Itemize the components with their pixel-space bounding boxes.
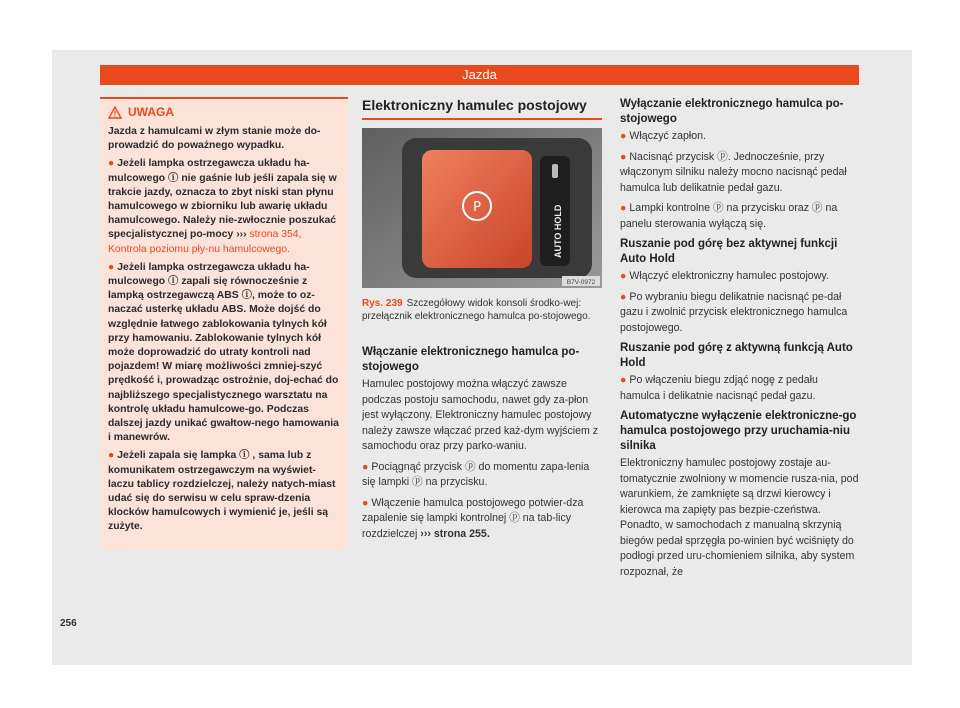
subheading: Wyłączanie elektronicznego hamulca po-stojowego bbox=[620, 98, 844, 125]
bullet-item: ● Nacisnąć przycisk ⓟ. Jednocześnie, przy włączonym silniku należy mocno nacisnąć pedał hamulca lub delikatnie pedał gazu. bbox=[620, 150, 847, 194]
bullet-item: ● Włączyć elektroniczny hamulec postojowy. bbox=[620, 270, 829, 282]
bullet: ● bbox=[620, 202, 627, 214]
bullet: ● bbox=[108, 261, 115, 273]
page-reference-link[interactable]: ››› strona 255. bbox=[420, 527, 490, 540]
bullet: ● bbox=[362, 496, 369, 509]
warning-item: ● Jeżeli lampka ostrzegawcza układu ha-mulcowego ⓘ zapali się równocześnie z lampką ostrzegawczą ABS ⓘ, może to oz-naczać usterkę układu ABS. Może dojść do względnie łatwego zablokowania tylnych kół przy hamowaniu. Zablokowanie tylnych kół może doprowadzić do utraty kontroli nad pojazdem! W miarę możliwości zmniej-szyć prędkość i, prowadząc ostrożnie, doj-echać do najbliższego specjalistycznego warsztatu na kontrolę układu hamulcowe-go. Podczas dalszej jazdy unikać gwałtow-nego hamowania i manewrów. bbox=[108, 261, 339, 444]
bullet: ● bbox=[108, 450, 115, 462]
bullet-item: ● Lampki kontrolne ⓟ na przycisku oraz ⓟ na panelu sterowania wyłączą się. bbox=[620, 202, 838, 230]
subheading: Automatyczne wyłączenie elektroniczne-go hamulca postojowego przy uruchamia-niu silnika bbox=[620, 410, 857, 452]
bullet-item: ● Po włączeniu biegu zdjąć nogę z pedału hamulca i delikatnie nacisnąć pedał gazu. bbox=[620, 374, 818, 402]
subheading: Ruszanie pod górę bez aktywnej funkcji Auto Hold bbox=[620, 238, 838, 265]
bullet: ● bbox=[362, 460, 369, 473]
warning-triangle-icon bbox=[108, 106, 122, 119]
svg-text:P: P bbox=[473, 200, 481, 215]
bullet: ● bbox=[620, 150, 627, 163]
bullet: ● bbox=[620, 270, 627, 282]
bullet: ● bbox=[620, 290, 627, 303]
paragraph: Hamulec postojowy można włączyć zawsze podczas postoju samochodu, nawet gdy za-płon jest wyłączony. Elektroniczny hamulec postojowy należy zawsze włączać przed każ-dym wyjściem z samochodu oraz przy parko-waniu. bbox=[362, 378, 599, 452]
warning-lead: Jazda z hamulcami w złym stanie może do-prowadzić do poważnego wypadku. bbox=[108, 126, 321, 152]
bullet: ● bbox=[620, 374, 627, 386]
bullet-item: ● Pociągnąć przycisk ⓟ do momentu zapa-lenia się lampki ⓟ na przycisku. bbox=[362, 460, 590, 488]
middle-column bbox=[362, 97, 602, 547]
bullet: ● bbox=[108, 158, 115, 170]
figure-code: B7V-0972 bbox=[566, 279, 596, 286]
warning-box bbox=[100, 97, 348, 550]
bullet: ● bbox=[620, 130, 627, 142]
right-column bbox=[620, 97, 860, 585]
subheading: Włączanie elektronicznego hamulca po-stojowego bbox=[362, 346, 580, 373]
subheading: Ruszanie pod górę z aktywną funkcją Auto Hold bbox=[620, 342, 853, 369]
page-number: 256 bbox=[60, 618, 77, 629]
figure-label: Rys. 239 bbox=[362, 298, 403, 309]
page-reference-link[interactable]: strona 354, Kontrola poziomu pły-nu hamulcowego. bbox=[108, 229, 302, 255]
chapter-header: Jazda bbox=[100, 65, 859, 85]
bullet-item: ● Włączyć zapłon. bbox=[620, 130, 706, 142]
paragraph: Elektroniczny hamulec postojowy zostaje au-tomatycznie zwolniony w momencie rusza-nia, pod warunkiem, że zamknięte są drzwi kierowcy i kierowca ma zapięty pas bezpie-czeństwa. Ponadto, w samochodach z manualną skrzynią biegów pedał sprzęgła po-winien być wciśnięty do podłogi przed uru-chomieniem silnika, aby system rozpoznał, że bbox=[620, 457, 859, 578]
warning-item: ● Jeżeli zapala się lampka ⓘ , sama lub z komunikatem ostrzegawczym na wyświet-laczu tablicy rozdzielczej, należy natych-miast udać się do serwisu w celu spraw-dzenia klocków hamulcowych i wymienić je, jeśli są zużyte. bbox=[108, 450, 336, 533]
figure-console-photo bbox=[362, 128, 602, 288]
bullet-item: ● Po wybraniu biegu delikatnie nacisnąć pe-dał gazu i zwolnić przycisk elektronicznego hamulca postojowego. bbox=[620, 290, 848, 334]
auto-hold-label: AUTO HOLD bbox=[553, 204, 563, 258]
warning-title: UWAGA bbox=[128, 105, 174, 119]
section-title: Elektroniczny hamulec postojowy bbox=[362, 97, 602, 120]
warning-heading bbox=[108, 105, 340, 119]
bullet-item: ● Włączenie hamulca postojowego potwier-dza zapalenie się lampki kontrolnej ⓟ na tab-licy rozdzielczej ››› strona 255. bbox=[362, 496, 584, 540]
console-illustration bbox=[362, 128, 602, 288]
warning-item: ● Jeżeli lampka ostrzegawcza układu ha-mulcowego ⓘ nie gaśnie lub jeśli zapala się w trakcie jazdy, oznacza to zbyt niski stan płynu hamulcowego w zbiorniku lub awarię układu hamulcowego. Należy nie-zwłocznie poszukać specjalistycznej po-mocy ››› strona 354, Kontrola poziomu pły-nu hamulcowego. bbox=[108, 158, 337, 255]
figure-caption: Rys. 239 Szczegółowy widok konsoli środko-wej: przełącznik elektronicznego hamulca po-stojowego. bbox=[362, 298, 591, 322]
warning-column bbox=[100, 97, 348, 550]
